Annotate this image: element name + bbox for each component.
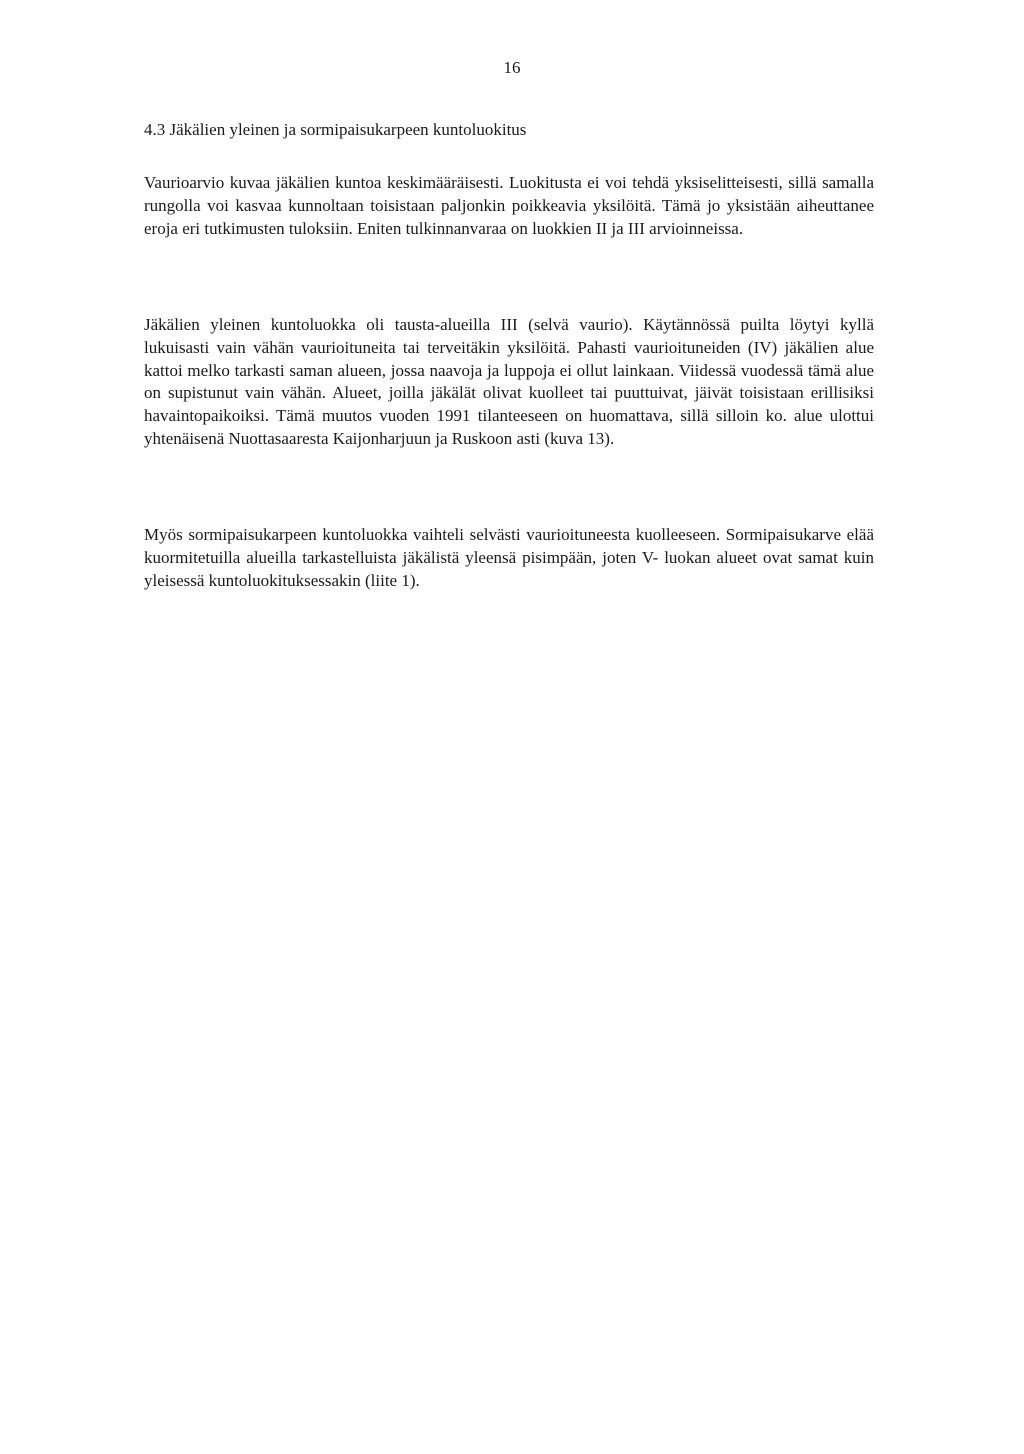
- page-number: 16: [503, 58, 521, 77]
- section-heading: 4.3 Jäkälien yleinen ja sormipaisukarpeen kuntoluokitus: [144, 120, 527, 139]
- paragraph-2: Jäkälien yleinen kuntoluokka oli tausta-alueilla III (selvä vaurio). Käytännössä puilta löytyi kyllä lukuisasti vain vähän vaurioituneita tai terveitäkin yksilöitä. Pahasti vaurioituneiden (IV) jäkälien alue kattoi melko tarkasti saman alueen, jossa naavoja ja luppoja ei ollut lainkaan. Viidessä vuodessä tämä alue on supistunut vain vähän. Alueet, joilla jäkälät olivat kuolleet tai puuttuivat, jäivät toisistaan erillisiksi havaintopaikoiksi. Tämä muutos vuoden 1991 tilanteeseen on huomattava, sillä silloin ko. alue ulottui yhtenäisenä Nuottasaaresta Kaijonharjuun ja Ruskoon asti (kuva 13).: [144, 315, 874, 448]
- paragraph-3: Myös sormipaisukarpeen kuntoluokka vaihteli selvästi vaurioituneesta kuolleeseen. Sormipaisukarve elää kuormitetuilla alueilla tarkastelluista jäkälistä yleensä pisimpään, joten V- luokan alueet ovat samat kuin yleisessä kuntoluokituksessakin (liite 1).: [144, 525, 874, 590]
- paragraph-1: Vaurioarvio kuvaa jäkälien kuntoa keskimääräisesti. Luokitusta ei voi tehdä yksiselitteisesti, sillä samalla rungolla voi kasvaa kunnoltaan toisistaan paljonkin poikkeavia yksilöitä. Tämä jo yksistään aiheuttanee eroja eri tutkimusten tuloksiin. Eniten tulkinnanvaraa on luokkien II ja III arvioinneissa.: [144, 173, 874, 238]
